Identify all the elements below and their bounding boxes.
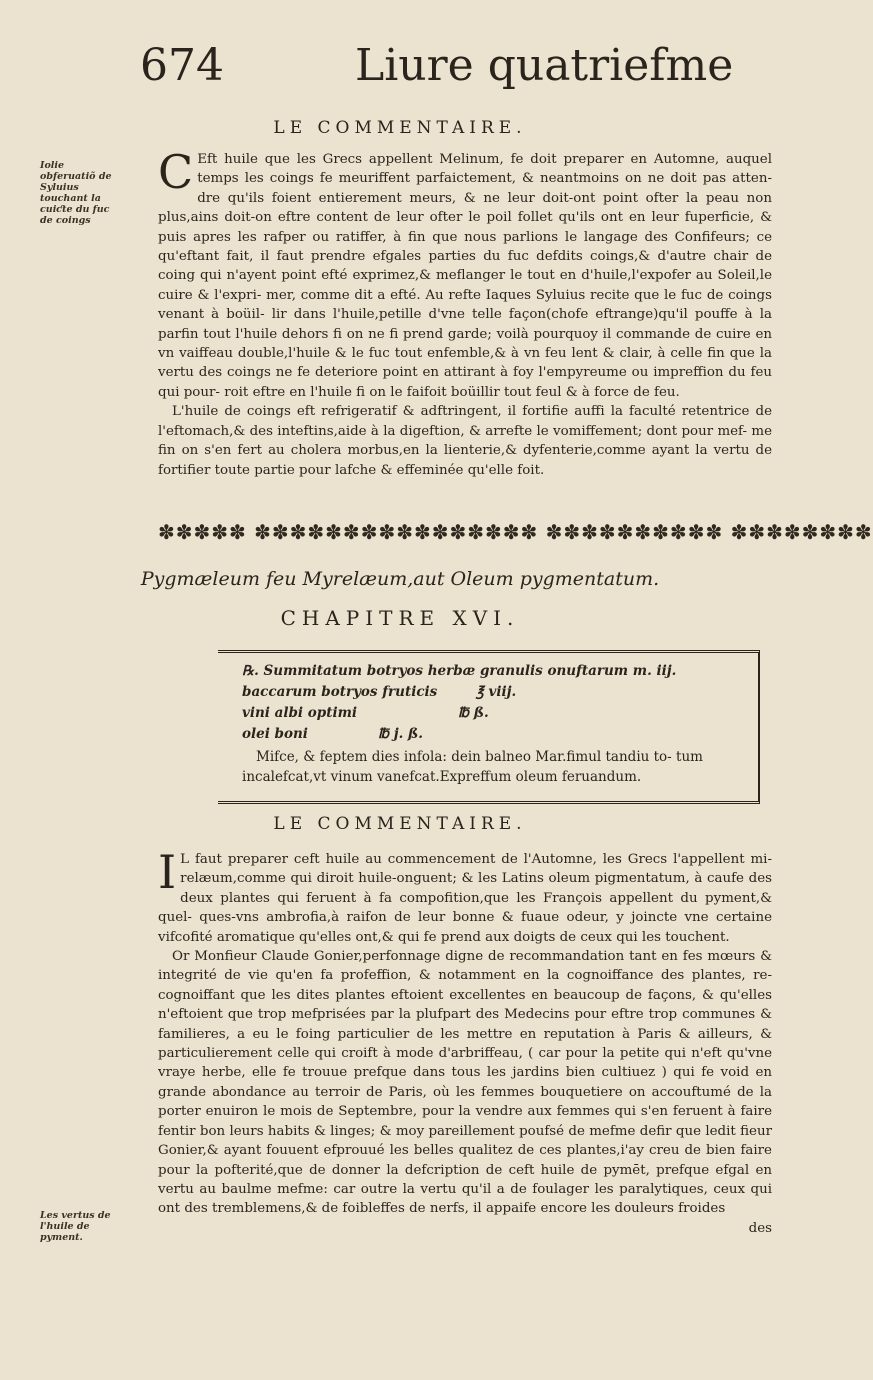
paragraph-3 xyxy=(158,845,772,947)
text-line: ques-vns ambrofia,à raifon de leur bonne & fuaue odeur, y joincte vne certaine vifcofité xyxy=(158,910,772,945)
text-line: fieur Gonier,& ayant fouuent efprouué les belles qualitez de ces plantes,i'ay creu de bien xyxy=(158,1123,772,1159)
text-line: l'eftomach,& des inteftins,aide à la digeftion, & arrefte le vomiffement; dont pour mef- xyxy=(158,423,752,439)
commentary-heading-1: LE COMMENTAIRE. xyxy=(273,118,527,138)
text-line: L faut preparer ceft huile au commencement de l'Automne, les Grecs l'appellent mi- xyxy=(180,852,772,867)
paragraph-2-text xyxy=(158,404,772,477)
text-line: aromatique qu'elles ont,& qui fe prend aux doigts de ceux qui les touchent. xyxy=(216,929,730,945)
text-line: dre qu'ils foient entierement meurs, & ne leur doit-ont point ofter la peau non plus,ains xyxy=(158,190,772,226)
drop-cap: C xyxy=(158,145,194,199)
text-line: les rafper ou ratiffer, à fin que nous parlions le langage des Confifeurs; ce qu'eftant fait, xyxy=(158,229,772,265)
text-line: & familieres, a eu le foing particulier de les mettre en reputation à Paris & ailleurs, & xyxy=(158,1007,772,1042)
commentary-2 xyxy=(158,845,772,1238)
text-line: il faut prendre efgales parties du fuc defdits coings,& d'autre chair de coing qui n'ayent xyxy=(158,249,772,284)
paragraph-4-text xyxy=(158,949,772,1216)
text-line: Eft huile que les Grecs appellent Melinum, fe doit preparer en Automne, auquel xyxy=(197,152,772,167)
text-line: n'eftoient que trop mefprisées par la plufpart des Medecins pour eftre trop communes xyxy=(158,1007,761,1023)
recipe-line: vini albi optimi xyxy=(242,705,357,721)
text-line: mer, comme dit a efté. Au refte Iaques Syluius recite que le fuc de coings venant à boüil- xyxy=(158,287,772,323)
catchword: des xyxy=(748,1220,772,1236)
text-line: qui ont des tremblemens,& de foibleffes de nerfs, il appaife encore les douleurs froides xyxy=(158,1181,772,1217)
text-line: grande abondance au terroir de Paris, où les femmes bouquetiere on accouftumé de la xyxy=(158,1084,772,1100)
text-line: cognoiffant que les dites plantes eftoient excellentes en beaucoup de façons, & qu'elles xyxy=(158,987,772,1003)
margin-note-1: Iolie obferuatiõ de Syluius touchant la cuiƈte du fuc de coings xyxy=(40,160,112,226)
text-line: Or Monfieur Claude Gonier,perfonnage digne de recommandation tant en fes mœurs xyxy=(172,949,761,965)
text-line: me fin on s'en fert au cholera morbus,en la lienterie,& dyfenterie,comme ayant la vertu de xyxy=(158,423,772,459)
text-line: fentir bon leurs habits & linges; & moy pareillement poufsé de mefme defir que ledit xyxy=(158,1123,741,1139)
ornament-band: ✽✽✽✽✽ ✽✽✽✽✽✽✽✽✽✽✽✽✽✽✽✽ ✽✽✽✽✽✽✽✽✽✽ ✽✽✽✽✽✽✽✽ xyxy=(158,520,873,544)
text-line: particulierement celle qui croift à mode d'arbriffeau, ( car pour la petite qui n'eft qu'vne xyxy=(158,1046,772,1062)
commentary-heading-2: LE COMMENTAIRE. xyxy=(273,814,527,834)
margin-note-2: Les vertus de l'huile de pyment. xyxy=(40,1210,111,1243)
recipe-box xyxy=(218,650,760,804)
text-line: faire pour la pofterité,que de donner la defcription de ceft huile de pymēt, prefque efgal xyxy=(158,1143,772,1178)
text-line: porter enuiron le mois de Septembre, pour la vendre aux femmes qui s'en feruent à faire xyxy=(158,1104,772,1120)
recipe-qty: ℔ j. ß. xyxy=(378,726,423,742)
recipe-qty: ℔ ß. xyxy=(458,705,489,721)
text-line: dehors fi on ne fi prend garde; voilà pourquoy il commande de cuire en vn vaiffeau xyxy=(158,326,772,362)
text-line: point efté exprimez,& meflanger le tout en d'huile,l'expofer au Soleil,le cuire & l'expri- xyxy=(158,268,773,303)
recipe-line: olei boni xyxy=(242,726,308,742)
recipe-qty: ℥ viij. xyxy=(476,684,517,700)
running-title: Liure quatriefme xyxy=(355,40,734,91)
text-line: vraye herbe, elle fe trouue prefque dans tous les jardins bien cultiuez ) qui fe void en xyxy=(158,1065,772,1081)
text-line: en vertu au baulme mefme: car outre la vertu qu'il a de foulager les paralytiques, ceux xyxy=(158,1162,772,1197)
paragraph-3-text xyxy=(158,845,772,945)
text-line: L'huile de coings eft refrigeratif & adftringent, il fortifie auffi la faculté retentrice de xyxy=(172,404,772,420)
paragraph-4 xyxy=(158,947,772,1219)
text-line: relæum,comme qui diroit huile-onguent; & les Latins oleum pigmentatum, à caufe des xyxy=(180,871,772,887)
page-number: 674 xyxy=(140,40,224,91)
recipe-line: ℞. Summitatum botryos herbæ granulis onuftarum m. iij. xyxy=(242,663,677,679)
page-header xyxy=(0,40,800,100)
text-line: deux plantes qui feruent à fa compofition,que les François appellent du pyment,& quel- xyxy=(158,890,772,926)
recipe-instruction: Mifce, & feptem dies infola: dein balneo Mar.fimul tandiu to- tum incalefcat,vt vinum vanefcat.Expreffum oleum feruandum. xyxy=(242,749,703,785)
commentary-1 xyxy=(158,145,773,480)
chapter-subtitle: Pygmæleum feu Myrelæum,aut Oleum pygmentatum. xyxy=(140,568,660,590)
text-line: lir dans l'huile,petille d'vne telle façon(chofe eftrange)qu'il pouffe à la parfin tout l'huile xyxy=(158,307,773,342)
paragraph-1-text xyxy=(158,145,773,400)
paragraph-1 xyxy=(158,145,773,402)
text-line: coings ne fe deteriore point en attirant à foy l'empyreume ou impreffion du feu qui pour- xyxy=(158,365,772,400)
text-line: temps les coings fe meuriffent parfaictement, & neantmoins on ne doit pas atten- xyxy=(197,171,772,187)
text-line: doit-on eftre content de leur ofter le poil follet qu'ils ont en leur fuperficie, & puis apres xyxy=(158,210,772,245)
drop-cap: I xyxy=(158,845,177,899)
chapter-title: CHAPITRE XVI. xyxy=(280,606,520,630)
paragraph-2 xyxy=(158,402,772,480)
text-line: double,l'huile & le fuc tout enfemble,& à vn feu lent & clair, à celle fin que la vertu des xyxy=(158,346,772,381)
text-line: & integrité de vie qu'en fa profeffion, & notamment en la cognoiffance des plantes, re- xyxy=(158,949,772,984)
recipe-line: baccarum botryos fruticis xyxy=(242,684,438,700)
text-line: fortifier toute partie pour lafche & effeminée qu'elle foit. xyxy=(158,462,545,478)
text-line: roit eftre en l'huile fi on le faifoit boüillir tout feul & à force de feu. xyxy=(224,384,680,400)
